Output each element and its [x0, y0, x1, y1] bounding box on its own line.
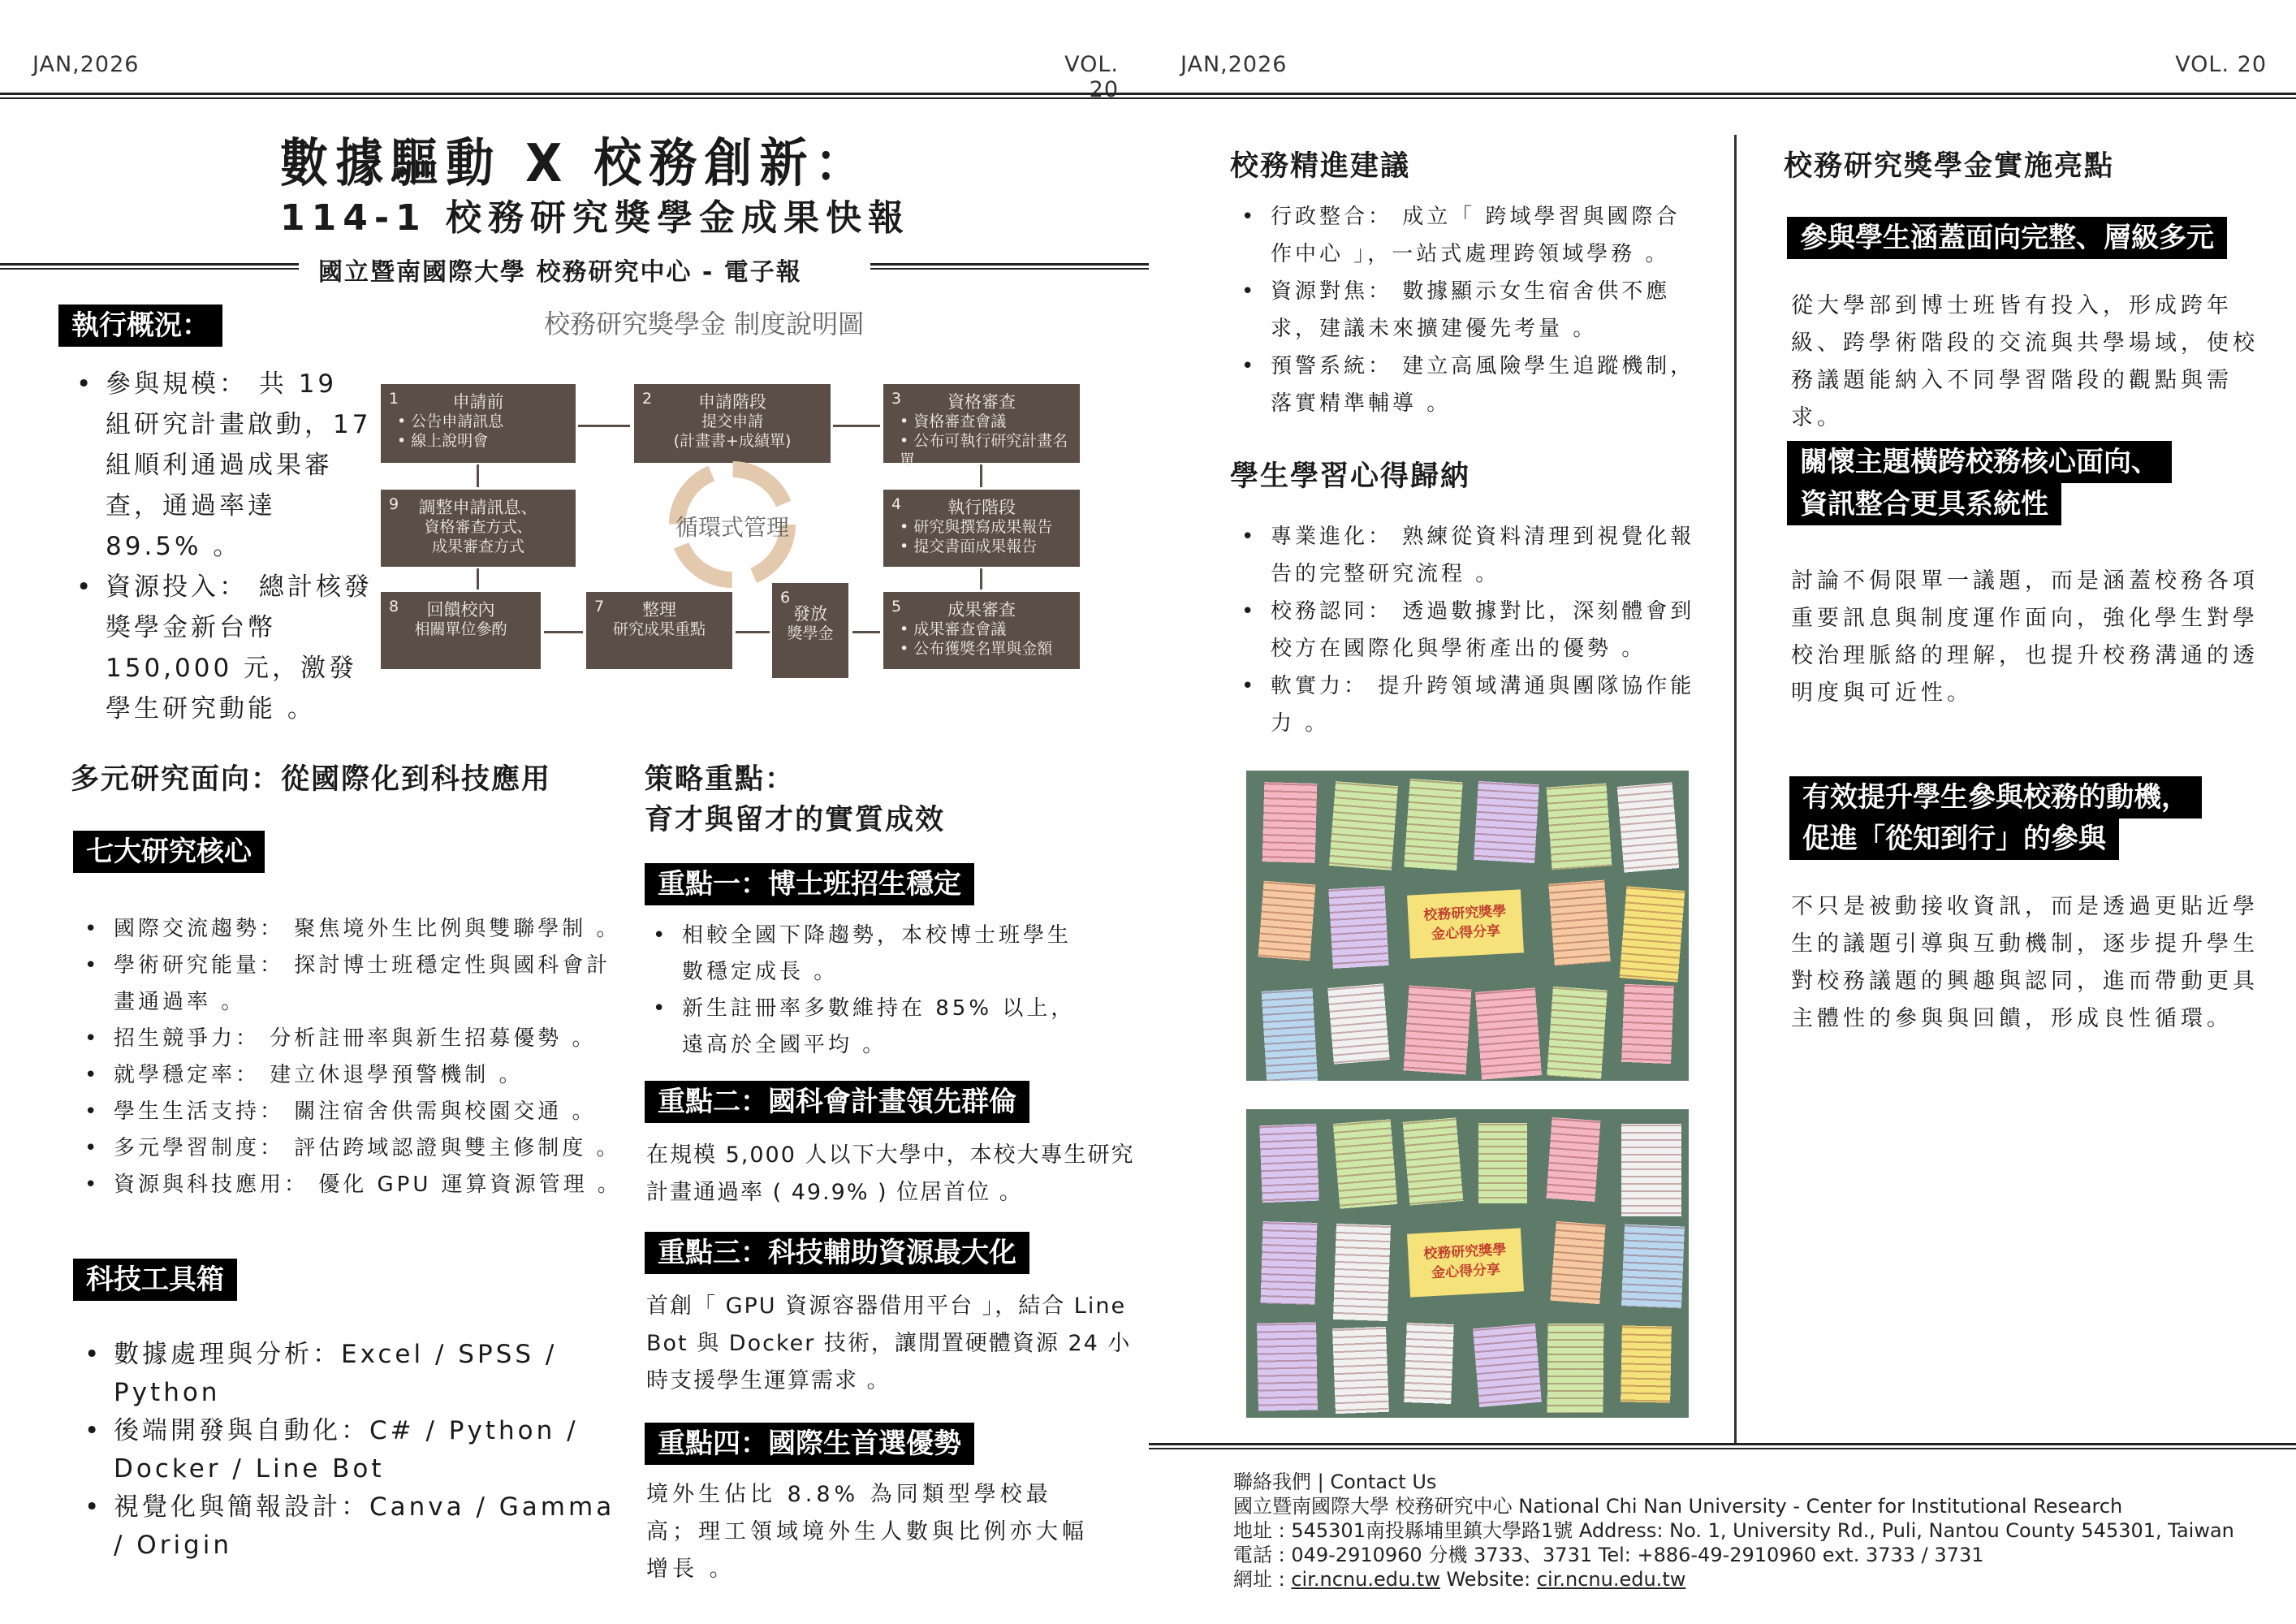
flow-arrow — [736, 631, 770, 633]
flow-step-5 — [883, 592, 1080, 669]
flow-step-4 — [883, 490, 1080, 567]
flow-arrow — [980, 568, 982, 590]
highlight-three-label: 有效提升學生參與校務的動機， — [1789, 776, 2202, 818]
reflections-heading: 學生學習心得歸納 — [1230, 460, 1471, 493]
flow-step-8 — [381, 592, 541, 669]
address: 地址 : 545301南投縣埔里鎮大學路1號 Address: No. 1, University Rd., Puli, Nantou County 545301, Taiwan — [1233, 1519, 2234, 1542]
sticky-note — [1327, 1321, 1393, 1418]
research-core-label: 七大研究核心 — [73, 831, 265, 873]
sticky-note — [1616, 1219, 1689, 1313]
step-detail: 相關單位參酌 — [414, 620, 507, 638]
point-three-label: 重點三：科技輔助資源最大化 — [645, 1232, 1029, 1274]
sticky-note — [1545, 1216, 1611, 1309]
list-item: • 行政整合： 成立「 跨域學習與國際合作中心 」，一站式處理跨領域學務 。 — [1238, 198, 1701, 273]
sticky-note — [1469, 775, 1545, 868]
list-item: • 視覺化與簡報設計：Canva / Gamma / Origin — [81, 1488, 617, 1565]
flow-arrow — [833, 425, 880, 427]
suggestions-list — [1238, 198, 1701, 422]
list-item: • 國際交流趨勢： 聚焦境外生比例與雙聯學制 。 — [81, 911, 633, 948]
step-number: 9 — [389, 495, 399, 513]
flow-arrow — [544, 631, 583, 633]
strategy-subheading: 育才與留才的實質成效 — [645, 804, 946, 836]
highlights-heading: 校務研究獎學金實施亮點 — [1784, 150, 2115, 183]
step-detail: 提交申請 — [701, 412, 763, 430]
publisher-line: 國立暨南國際大學 校務研究中心 - 電子報 — [318, 258, 802, 287]
overview-list — [73, 364, 373, 729]
list-item: • 專業進化： 熟練從資料清理到視覺化報告的完整研究流程 。 — [1238, 518, 1701, 593]
sticky-note-title: 校務研究獎學金心得分享 — [1407, 889, 1524, 958]
sticky-note — [1256, 1216, 1323, 1310]
sticky-note — [1542, 981, 1612, 1081]
sticky-note — [1542, 1319, 1608, 1418]
sticky-note — [1616, 978, 1680, 1069]
website-line — [1233, 1567, 2234, 1592]
step-detail: • 公布可執行研究計畫名單 — [900, 432, 1068, 469]
list-item: • 軟實力： 提升跨領域溝通與團隊協作能力 。 — [1238, 667, 1701, 742]
step-title: 申請前 — [452, 392, 504, 412]
list-item: • 多元學習制度： 評估跨域認證與雙主修制度 。 — [81, 1130, 633, 1167]
step-title: 發放 — [793, 604, 827, 624]
sticky-note — [1616, 1119, 1686, 1221]
sticky-note — [1327, 1114, 1402, 1214]
volume-number: VOL. 20 — [1064, 52, 1119, 102]
strategy-heading: 策略重點： — [645, 763, 796, 796]
list-item: • 數據處理與分析：Excel / SPSS / Python — [81, 1336, 617, 1412]
issue-date-right: JAN,2026 — [1180, 52, 1288, 77]
highlight-three-label-line2: 促進「從知到行」的參與 — [1789, 818, 2119, 860]
subtitle-rule-right — [870, 263, 1149, 270]
highlight-three-text: 不只是被動接收資訊，而是透過更貼近學生的議題引導與互動機制，逐步提升學生對校務議題的興趣與認同，進而帶動更具主體性的參與與回饋，形成良性循環。 — [1791, 894, 2259, 1031]
step-number: 2 — [642, 390, 653, 408]
step-number: 8 — [389, 598, 399, 615]
suggestions-heading: 校務精進建議 — [1230, 150, 1411, 183]
subtitle-rule-left — [0, 263, 299, 270]
research-heading: 多元研究面向：從國際化到科技應用 — [71, 763, 552, 796]
sticky-note — [1399, 1318, 1459, 1410]
step-number: 1 — [389, 390, 399, 408]
sticky-note — [1254, 1119, 1324, 1208]
list-item: • 就學穩定率： 建立休退學預警機制 。 — [81, 1057, 633, 1094]
sticky-note — [1258, 777, 1323, 868]
flow-arrow — [980, 464, 982, 487]
sticky-note — [1543, 875, 1616, 971]
sticky-note — [1253, 876, 1321, 966]
flow-arrow — [477, 464, 479, 487]
issue-date: JAN,2026 — [32, 52, 140, 77]
list-item: • 招生競爭力： 分析註冊率與新生招募優勢 。 — [81, 1021, 633, 1057]
sticky-note — [1397, 1112, 1468, 1212]
website-prefix: 網址 : — [1233, 1568, 1292, 1591]
sticky-note — [1474, 1118, 1532, 1208]
header-divider — [0, 93, 2296, 99]
point-two-label: 重點二：國科會計畫領先群倫 — [645, 1081, 1029, 1123]
website-mid: Website: — [1439, 1568, 1537, 1591]
sticky-note — [1616, 1320, 1677, 1408]
step-detail: • 公告申請訊息 — [397, 412, 504, 430]
step-detail: • 公布獲獎名單與金額 — [900, 640, 1053, 658]
list-item: • 預警系統： 建立高風險學生追蹤機制，落實精準輔導 。 — [1238, 348, 1701, 422]
list-item: • 參與規模： 共 19 組研究計畫啟動，17 組順利通過成果審查，通過率達 89.5% 。 — [73, 364, 373, 567]
step-detail: 資格審查方式、 — [424, 518, 533, 536]
phone: 電話 : 049-2910960 分機 3733、3731 Tel: +886-49-2910960 ext. 3733 / 3731 — [1233, 1544, 1984, 1566]
step-number: 4 — [891, 495, 902, 513]
step-title: 申請階段 — [698, 392, 766, 412]
sticky-note — [1252, 1317, 1323, 1416]
step-number: 7 — [594, 598, 605, 615]
sticky-note — [1328, 1219, 1396, 1326]
flow-step-7 — [586, 592, 732, 669]
volume-number-right: VOL. 20 — [2175, 52, 2267, 77]
point-four-label: 重點四：國際生首選優勢 — [645, 1423, 974, 1465]
highlight-one-label: 參與學生涵蓋面向完整、層級多元 — [1787, 217, 2227, 259]
step-detail: • 研究與撰寫成果報告 — [900, 518, 1053, 536]
step-detail: 成果審查方式 — [431, 538, 524, 555]
list-item: • 資源投入： 總計核發獎學金新台幣 150,000 元，激發學生研究動能 。 — [73, 567, 373, 729]
list-item: • 資源與科技應用： 優化 GPU 運算資源管理 。 — [81, 1167, 633, 1203]
point-two-text: 在規模 5,000 人以下大學中，本校大專生研究計畫通過率 ( 49.9% ) 位居首位 。 — [646, 1142, 1135, 1205]
research-list — [81, 911, 633, 1203]
sticky-note — [1467, 1318, 1547, 1412]
highlight-two-label-line2: 資訊整合更具系統性 — [1787, 483, 2061, 525]
step-title: 調整申請訊息、 — [418, 498, 538, 517]
highlight-two-text: 討論不侷限單一議題，而是涵蓋校務各項重要訊息與制度運作面向，強化學生對學校治理脈絡的理解，也提升校務溝通的透明度與可近性。 — [1791, 568, 2259, 706]
column-divider — [1734, 135, 1737, 1443]
list-item: • 新生註冊率多數維持在 85% 以上，遠高於全國平均 。 — [650, 991, 1088, 1064]
point-four-text: 境外生佔比 8.8% 為同類型學校最高；理工領域境外生人數與比例亦大幅增長 。 — [646, 1482, 1088, 1582]
footer-divider — [1149, 1443, 2296, 1449]
step-detail: • 成果審查會議 — [900, 620, 1007, 638]
sticky-note — [1398, 774, 1467, 876]
step-detail: (計畫書+成績單) — [673, 432, 792, 450]
flow-arrow — [852, 631, 880, 633]
step-title: 回饋校內 — [426, 600, 495, 620]
flow-step-3 — [883, 384, 1080, 469]
list-item: • 校務認同： 透過數據對比，深刻體會到校方在國際化與學術產出的優勢 。 — [1238, 593, 1701, 667]
list-item: • 後端開發與自動化：C# / Python / Docker / Line Bot — [81, 1412, 617, 1488]
flow-step-1 — [381, 384, 576, 463]
flow-arrow — [578, 425, 630, 427]
point-one-label: 重點一：博士班招生穩定 — [645, 863, 974, 905]
sticky-note — [1612, 776, 1685, 877]
page-subtitle: 114-1 校務研究獎學金成果快報 — [280, 197, 911, 239]
sticky-note — [1542, 1112, 1607, 1207]
step-title: 整理 — [642, 600, 676, 620]
list-item: • 相較全國下降趨勢，本校博士班學生數穩定成長 。 — [650, 918, 1088, 991]
sticky-note — [1323, 881, 1394, 974]
flow-step-9 — [381, 490, 576, 567]
sticky-note — [1324, 776, 1404, 875]
point-three-text: 首創「 GPU 資源容器借用平台 」，結合 Line Bot 與 Docker 技術，讓閒置硬體資源 24 小時支援學生運算需求 。 — [646, 1294, 1132, 1393]
sticky-note — [1614, 880, 1689, 987]
highlight-one-text: 從大學部到博士班皆有投入，形成跨年級、跨學術階段的交流與共學場域，使校務議題能納入不同學習階段的觀點與需求。 — [1791, 293, 2259, 430]
org-name: 國立暨南國際大學 校務研究中心 National Chi Nan University - Center for Institutional Research — [1233, 1495, 2123, 1518]
sticky-note — [1470, 982, 1547, 1081]
website-link-en[interactable]: cir.ncnu.edu.tw — [1536, 1568, 1686, 1591]
step-detail: 研究成果重點 — [612, 620, 706, 638]
page-title: 數據驅動 X 校務創新： — [280, 134, 870, 194]
flow-arrow — [477, 568, 479, 590]
step-number: 3 — [891, 390, 902, 408]
step-title: 成果審查 — [947, 600, 1016, 620]
cycle-label: 循環式管理 — [675, 514, 790, 541]
overview-label: 執行概況： — [58, 304, 222, 347]
sticky-note — [1398, 980, 1477, 1080]
toolbox-label: 科技工具箱 — [73, 1259, 237, 1301]
step-title: 資格審查 — [947, 392, 1016, 412]
step-detail: • 線上說明會 — [397, 432, 489, 450]
sticky-note — [1323, 978, 1395, 1070]
step-title: 執行階段 — [947, 498, 1016, 517]
list-item: • 學術研究能量： 探討博士班穩定性與國科會計畫通過率 。 — [81, 948, 633, 1021]
step-detail: 獎學金 — [787, 624, 834, 642]
sticky-note-title: 校務研究獎學金心得分享 — [1407, 1228, 1524, 1297]
list-item: • 學生生活支持： 關注宿舍供需與校園交通 。 — [81, 1094, 633, 1130]
sticky-notes-photo — [1246, 771, 1689, 1081]
toolbox-list — [81, 1336, 617, 1565]
step-number: 6 — [780, 589, 791, 607]
website-link[interactable]: cir.ncnu.edu.tw — [1291, 1568, 1440, 1591]
sticky-note — [1256, 983, 1323, 1081]
step-number: 5 — [891, 598, 902, 615]
highlight-two-label: 關懷主題橫跨校務核心面向、 — [1787, 441, 2172, 483]
sticky-note — [1541, 778, 1617, 875]
step-detail: • 提交書面成果報告 — [900, 538, 1038, 555]
step-detail: • 資格審查會議 — [900, 412, 1007, 430]
flowchart-caption: 校務研究獎學金 制度說明圖 — [544, 309, 865, 339]
sticky-notes-photo — [1246, 1109, 1689, 1418]
point-one-list — [650, 918, 1088, 1064]
list-item: • 資源對焦： 數據顯示女生宿舍供不應求，建議未來擴建優先考量 。 — [1238, 273, 1701, 348]
reflections-list — [1238, 518, 1701, 742]
contact-heading: 聯絡我們 | Contact Us — [1233, 1471, 1437, 1493]
contact-footer — [1233, 1470, 2234, 1592]
